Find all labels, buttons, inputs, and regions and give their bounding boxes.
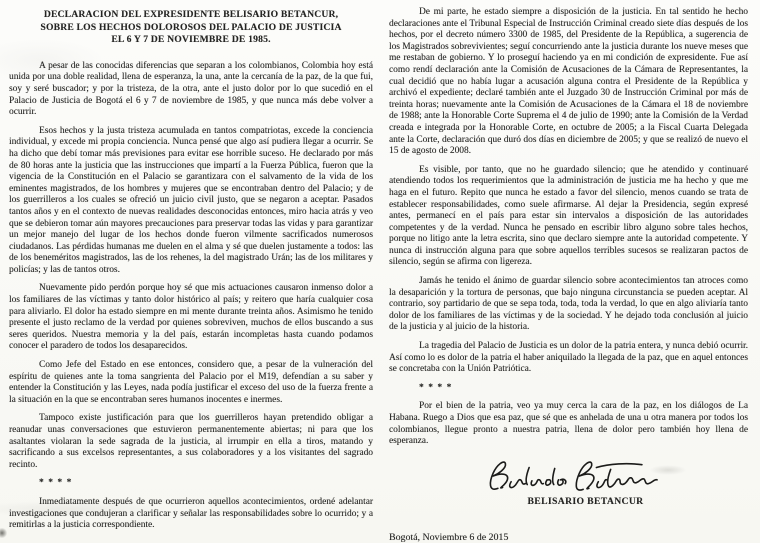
section-separator: **** bbox=[39, 478, 76, 489]
paragraph: Por el bien de la patria, veo ya muy cerca la cara de la paz, en los diálogos de La Habana. Ruego a Dios que esa paz, que sé que es anhelada de una u otra manera por todos los colombianos, llegue pronto a nuestra patria, llena de dolor pero también hoy llena de esperanza. bbox=[389, 401, 748, 447]
document-page-right bbox=[380, 0, 760, 543]
paragraph: Nuevamente pido perdón porque hoy sé que mis actuaciones causaron inmenso dolor a los familiares de las víctimas y tanto dolor histórico al país; y reitero que haría cualquier cosa para aliviarlo. El dolor ha estado siempre en mi mente durante treinta años. Asimismo he tenido presente el justo reclamo de la verdad por quienes sobreviven, muchos de ellos buscando a sus seres queridos. Nuestra memoria y la del país, estarán incompletas hasta cuando podamos conocer el paradero de todos los desaparecidos. bbox=[9, 283, 373, 352]
title-line-1: DECLARACION DEL EXPRESIDENTE BELISARIO BETANCUR, bbox=[43, 9, 339, 20]
paragraph: Esos hechos y la justa tristeza acumulada en tantos compatriotas, excede la conciencia individual, y excede mi propia conciencia. Nunca pensé que algo así pudiera llegar a ocurrir. Se ha dicho que debí tomar más previsiones para evitar ese horrible suceso. He declarado por más de 80 horas ante la justicia que las instrucciones que impartí a la Fuerza Pública, fueron que la vigencia de la Constitución en el Palacio se garantizara con el salvamento de la vida de los eminentes magistrados, de los hombres y mujeres que se encontraban dentro del Palacio; y de los guerrilleros a los cuales se ofreció un juicio civil justo, que se negaron a aceptar. Pasados tantos años y en el contexto de nuevas realidades desconocidas entonces, miro hacia atrás y veo que se debieron tomar aún mayores precauciones para preservar todas las vidas y para garantizar un mejor manejo del lugar de los hechos donde fueron vilmente sacrificados numerosos ciudadanos. Las pérdidas humanas me duelen en el alma y sé que duelen justamente a todos: las de los beneméritos magistrados, las de los rehenes, la del magistrado Urán; las de los militares y policías; y las de tantos otros. bbox=[9, 125, 373, 275]
title-line-3: EL 6 Y 7 DE NOVIEMBRE DE 1985. bbox=[111, 34, 271, 46]
paragraph: Inmediatamente después de que ocurrieron aquellos acontecimientos, ordené adelantar investigaciones que condujeran a clarificar y señalar las responsabilidades sobre lo ocurrido; y a remitirlas a la justicia correspondiente. bbox=[9, 496, 373, 531]
paragraph: A pesar de las conocidas diferencias que separan a los colombianos, Colombia hoy está unida por una doble realidad, llena de esperanza, la una, ante la cercanía de la paz, de la que fui, soy y seré buscador; y por la tristeza, de la otra, ante el justo dolor por lo que sucedió en el Palacio de Justicia de Bogotá el 6 y 7 de noviembre de 1985, y que nunca más debe volver a ocurrir. bbox=[9, 60, 373, 118]
paragraph: Jamás he tenido el ánimo de guardar silencio sobre acontecimientos tan atroces como la desaparición y la tortura de personas, que bajo ninguna circunstancia se pueden aceptar. Al contrario, soy partidario de que se sepa toda, toda, toda la verdad, lo que en algo aliviaría tanto dolor de los familiares de las víctimas y de la sociedad. Y he dejado toda conclusión al juicio de la justicia y al juicio de la historia. bbox=[389, 276, 748, 333]
signature-block bbox=[389, 455, 748, 507]
signature-handwriting-icon bbox=[477, 455, 695, 499]
signature-printed-name: BELISARIO BETANCUR bbox=[527, 495, 644, 507]
paragraph: La tragedia del Palacio de Justicia es un dolor de la patria entera, y nunca debió ocurrir. Así como lo es dolor de la patria el haber aniquilado la llegada de la paz, que en aquel entonces se concretaba con la Unión Patriótica. bbox=[389, 341, 748, 375]
paragraph: Como Jefe del Estado en ese entonces, considero que, a pesar de la vulneración del espíritu de quienes ante la toma sangrienta del Palacio por el M19, defendían a su saber y entender la Constitución y las Leyes, nada podía justificar el exceso del uso de la fuerza frente a la situación en la que se encontraban seres humanos inocentes e inermes. bbox=[9, 360, 373, 405]
document-title bbox=[15, 9, 367, 47]
paragraph: Es visible, por tanto, que no he guardado silencio; que he atendido y continuaré atendiendo todos los requerimientos que la administración de justicia me ha hecho y que me haga en el futuro. Repito que nunca he estado a favor del silencio, menos cuando se trata de establecer responsabilidades, como suele afirmarse. Al dejar la Presidencia, según expresé antes, permanecí en el país para estar sin intervalos a disposición de las autoridades competentes y de la verdad. Nunca he pensado en escribir libro alguno sobre tales hechos, porque no litigo ante la letra escrita, sino que declaro siempre ante la autoridad competente. Y nunca di instrucción alguna para que sobre aquellos terribles sucesos se realizaran pactos de silencio, según se afirma con ligereza. bbox=[389, 164, 748, 268]
paragraph: Tampoco existe justificación para que los guerrilleros hayan pretendido obligar a reanudar unas conversaciones que estuvieron permanentemente abiertas; ni para que los asaltantes violaran la sede sagrada de la justicia, al irrumpir en ella a tiros, matando y sacrificando a sus excelsos representantes, a sus colaboradores y a los visitantes del sagrado recinto. bbox=[9, 413, 373, 470]
section-separator: **** bbox=[419, 382, 456, 393]
paragraph: De mi parte, he estado siempre a disposición de la justicia. En tal sentido he hecho declaraciones ante el Tribunal Especial de Instrucción Criminal creado siete días después de los hechos, por el decreto número 3300 de 1985, del Presidente de la República, a sugerencia de los Magistrados sobrevivientes; seguí concurriendo ante la justicia durante los nueve meses que me restaban de gobierno. Y lo proseguí haciendo ya en mi condición de expresidente. Fue así como rendí declaración ante la Comisión de Acusaciones de la Cámara de Representantes, la cual decidió que no había lugar a acusación alguna contra el Presidente de la República y archivó el expediente; declaré también ante el Juzgado 30 de Instrucción Criminal por más de treinta horas; nuevamente ante la Comisión de Acusaciones de la Cámara el 18 de noviembre de 1988; ante la Honorable Corte Suprema el 4 de julio de 1990; ante la Comisión de la Verdad creada e integrada por la Honorable Corte, en octubre de 2005; a la Fiscal Cuarta Delegada ante la Corte, declaración que duró dos días en diciembre de 2005; y que se realizó de nuevo el 15 de agosto de 2008. bbox=[389, 7, 748, 157]
date-line: Bogotá, Noviembre 6 de 2015 bbox=[389, 531, 509, 543]
title-line-2: SOBRE LOS HECHOS DOLOROSOS DEL PALACIO DE JUSTICIA bbox=[40, 21, 342, 33]
